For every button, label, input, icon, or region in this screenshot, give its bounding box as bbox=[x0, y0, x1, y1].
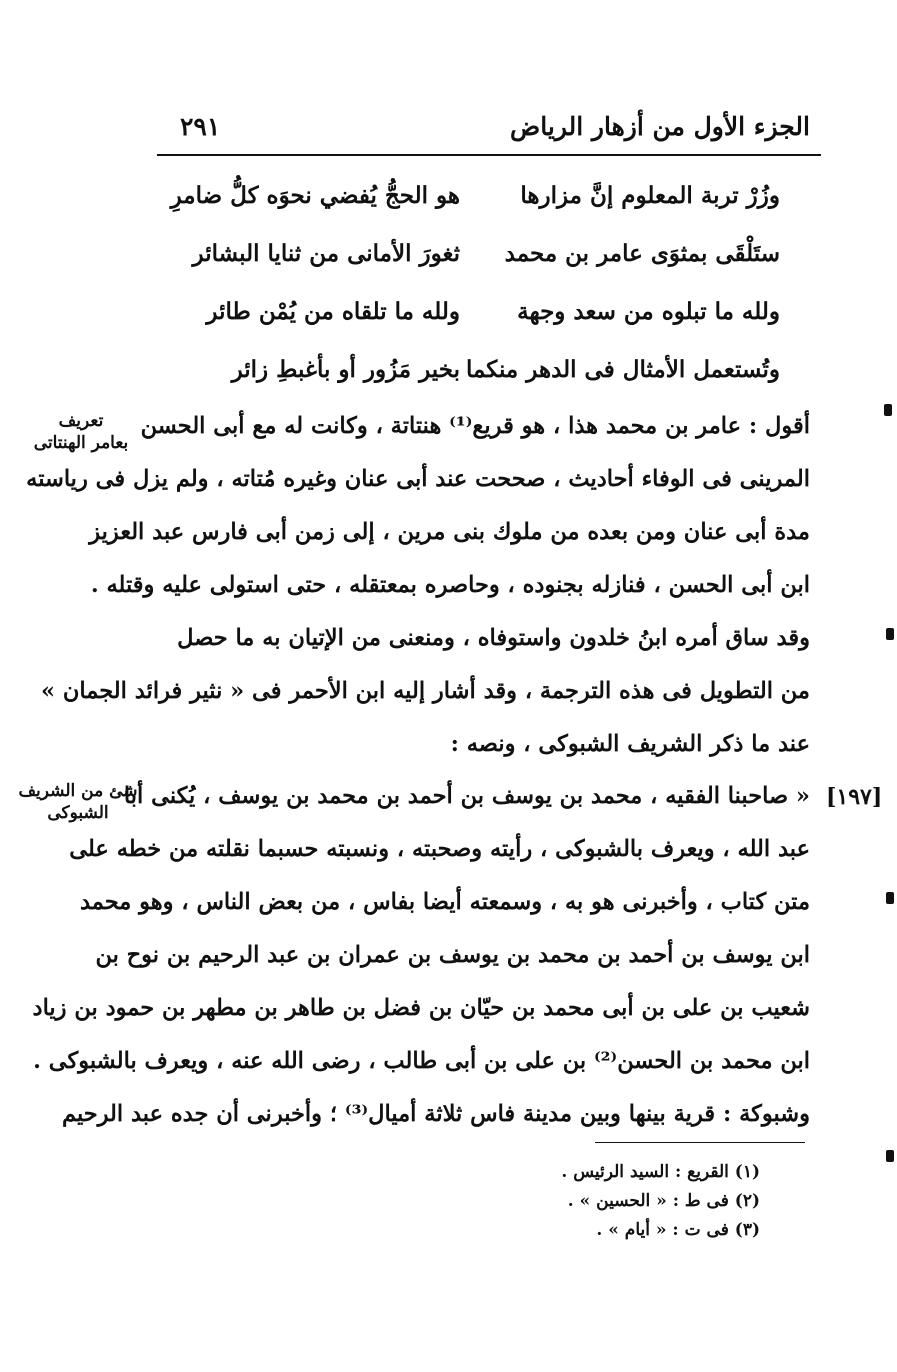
verse-hemistich-second: ثغورَ الأمانى من ثنايا البشائر bbox=[192, 240, 460, 267]
margin-note-shabuki bbox=[18, 780, 138, 824]
margin-note-line: الشبوكى bbox=[47, 803, 109, 823]
running-header bbox=[160, 112, 810, 152]
margin-note-line: بعامر الهنتاتى bbox=[33, 433, 129, 453]
text-line: عند ما ذكر الشريف الشبوكى ، ونصه : bbox=[450, 731, 810, 757]
footnote: (٢) فى ط : « الحسين » . bbox=[567, 1191, 760, 1211]
text-line: عبد الله ، ويعرف بالشبوكى ، رأيته وصحبته ، ونسبته حسبما نقلته من خطه على bbox=[69, 836, 810, 862]
text-line: متن كتاب ، وأخبرنى هو به ، وسمعته أيضا بفاس ، من بعض الناس ، وهو محمد bbox=[79, 889, 810, 915]
running-title: الجزء الأول من أزهار الرياض bbox=[510, 112, 810, 141]
text-line: من التطويل فى هذه الترجمة ، وقد أشار إليه ابن الأحمر فى « نثير فرائد الجمان » bbox=[41, 678, 810, 704]
text-line: ابن يوسف بن أحمد بن محمد بن يوسف بن عمران بن عبد الرحيم بن نوح بن bbox=[95, 942, 810, 968]
footnote: (١) القريع : السيد الرئيس . bbox=[561, 1162, 760, 1182]
edge-mark bbox=[886, 1150, 894, 1162]
verse-line bbox=[160, 178, 810, 236]
edge-mark bbox=[884, 404, 892, 416]
margin-note-amir bbox=[22, 410, 140, 454]
verse-hemistich-second: هو الحجُّ يُفضي نحوَه كلُّ ضامرِ bbox=[170, 182, 460, 209]
verse-hemistich-first: ستَلْقَى بمثوَى عامر بن محمد bbox=[504, 240, 780, 267]
text-line: شعيب بن على بن أبى محمد بن حيّان بن فضل بن طاهر بن مطهر بن حمود بن زياد bbox=[32, 995, 810, 1021]
text-line: ابن أبى الحسن ، فنازله بجنوده ، وحاصره بمعتقله ، حتى استولى عليه وقتله . bbox=[90, 572, 810, 598]
text-line: « صاحبنا الفقيه ، محمد بن يوسف بن أحمد بن محمد بن يوسف ، يُكنى أبا bbox=[123, 783, 810, 809]
verse-hemistich-first: ولله ما تبلوه من سعد وجهة bbox=[517, 298, 780, 325]
edge-mark bbox=[886, 892, 894, 904]
text-line: وقد ساق أمره ابنُ خلدون واستوفاه ، ومنعنى من الإتيان به ما حصل bbox=[177, 625, 810, 651]
verse-hemistich-first: وزُرْ تربة المعلوم إنَّ مزارها bbox=[520, 182, 780, 209]
footnote: (٣) فى ت : « أيام » . bbox=[596, 1220, 760, 1240]
header-rule bbox=[157, 154, 821, 156]
text-line: ابن محمد بن الحسن⁽²⁾ بن على بن أبى طالب ، رضى الله عنه ، ويعرف بالشبوكى . bbox=[33, 1048, 810, 1074]
verse-line bbox=[160, 294, 810, 352]
verse-line bbox=[160, 236, 810, 294]
text-line: المرينى فى الوفاء أحاديث ، صححت عند أبى عنان وغيره مُتاته ، ولم يزل فى رياسته bbox=[26, 466, 810, 492]
reference-number: [١٩٧] bbox=[826, 784, 883, 810]
poem-verses bbox=[160, 178, 810, 410]
verse-hemistich-first: وتُستعمل الأمثال فى الدهر منكما bbox=[465, 356, 780, 383]
page-number: ٢٩١ bbox=[180, 112, 221, 141]
text-line: أقول : عامر بن محمد هذا ، هو قريع⁽¹⁾ هنتاتة ، وكانت له مع أبى الحسن bbox=[140, 413, 810, 439]
verse-hemistich-second: بخير مَزُور أو بأغبطِ زائر bbox=[231, 356, 460, 383]
paragraph-ibn-khaldun bbox=[41, 612, 810, 771]
text-line: مدة أبى عنان ومن بعده من ملوك بنى مرين ، إلى زمن أبى فارس عبد العزيز bbox=[89, 519, 810, 545]
verse-hemistich-second: ولله ما تلقاه من يُمْن طائر bbox=[206, 298, 460, 325]
edge-mark bbox=[886, 628, 894, 640]
footnotes bbox=[360, 1158, 760, 1245]
margin-note-line: تعريف bbox=[58, 411, 104, 431]
margin-note-line: شئ من الشريف bbox=[18, 781, 138, 801]
text-line: وشبوكة : قرية بينها وبين مدينة فاس ثلاثة أميال⁽³⁾ ؛ وأخبرنى أن جده عبد الرحيم bbox=[61, 1101, 810, 1127]
footnote-rule bbox=[595, 1142, 805, 1143]
